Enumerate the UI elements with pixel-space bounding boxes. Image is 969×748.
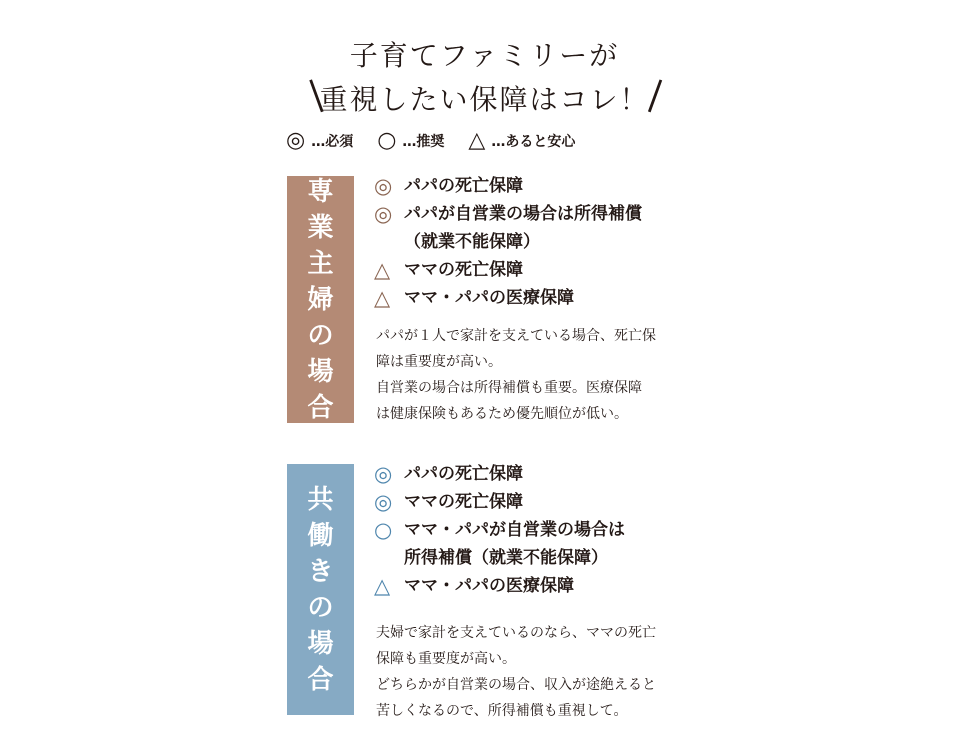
note-line: 夫婦で家計を支えているのなら、ママの死亡 (376, 625, 656, 641)
section2-items (374, 460, 625, 600)
double-circle-icon: ◎ (286, 128, 306, 153)
label-char: 共 (307, 484, 334, 515)
decorative-slash-left: | (303, 73, 328, 115)
label-char: 場 (307, 628, 334, 659)
list-item (374, 544, 625, 572)
label-char: 働 (307, 520, 334, 551)
legend (286, 130, 599, 152)
label-char: 合 (307, 664, 334, 695)
list-item (374, 200, 642, 228)
label-char: の (307, 592, 334, 623)
section-label-dual-income (287, 464, 354, 715)
priority-icon: ◎ (374, 490, 393, 514)
note-line: 障は重要度が高い。 (376, 354, 502, 370)
section1-items (374, 172, 642, 312)
list-item (374, 228, 642, 256)
label-char: 婦 (307, 284, 334, 315)
circle-icon: ○ (377, 128, 397, 153)
item-text: ママ・パパが自営業の場合は (404, 520, 625, 540)
legend-item-reassuring (468, 130, 575, 152)
list-item (374, 256, 642, 284)
section-label-housewife (287, 176, 354, 423)
list-item (374, 284, 642, 312)
legend-label: …必須 (311, 134, 354, 150)
priority-icon: ◎ (374, 202, 393, 226)
note-line: 自営業の場合は所得補償も重要。医療保障 (376, 380, 642, 396)
label-char: き (307, 556, 334, 587)
note-line: は健康保険もあるため優先順位が低い。 (376, 406, 628, 422)
title-line-2: 重視したい保障はコレ！ (319, 83, 650, 116)
legend-item-required (286, 130, 353, 152)
label-char: 主 (307, 248, 334, 279)
priority-icon: △ (374, 574, 391, 598)
priority-icon: △ (374, 286, 391, 310)
priority-icon: ○ (374, 518, 393, 542)
note-line: パパが１人で家計を支えている場合、死亡保 (376, 328, 656, 344)
label-char: 合 (307, 392, 334, 423)
decorative-slash-right: | (643, 73, 668, 115)
item-text: パパの死亡保障 (404, 464, 523, 484)
section1-note (376, 323, 656, 427)
item-text: ママの死亡保障 (404, 260, 523, 280)
list-item (374, 172, 642, 200)
legend-label: …推奨 (402, 134, 445, 150)
item-text: ママ・パパの医療保障 (404, 288, 574, 308)
priority-icon: ◎ (374, 174, 393, 198)
list-item (374, 460, 625, 488)
item-text: パパが自営業の場合は所得補償 (404, 204, 642, 224)
note-line: 保障も重要度が高い。 (376, 651, 516, 667)
note-line: どちらかが自営業の場合、収入が途絶えると (376, 677, 656, 693)
item-text: パパの死亡保障 (404, 176, 523, 196)
label-char: 業 (307, 212, 334, 243)
list-item (374, 488, 625, 516)
item-text: ママの死亡保障 (404, 492, 523, 512)
title-line-1: 子育てファミリーが (349, 39, 620, 72)
item-text: （就業不能保障） (404, 232, 540, 252)
list-item (374, 572, 625, 600)
label-char: 専 (307, 176, 334, 207)
legend-item-recommended (377, 130, 444, 152)
priority-icon: ◎ (374, 462, 393, 486)
item-text: ママ・パパの医療保障 (404, 576, 574, 596)
note-line: 苦しくなるので、所得補償も重視して。 (376, 703, 628, 719)
label-char: 場 (307, 356, 334, 387)
label-char: の (307, 320, 334, 351)
legend-label: …あると安心 (491, 134, 576, 150)
item-text: 所得補償（就業不能保障） (404, 548, 608, 568)
section2-note (376, 620, 656, 724)
triangle-icon: △ (468, 128, 486, 153)
priority-icon: △ (374, 258, 391, 282)
list-item (374, 516, 625, 544)
